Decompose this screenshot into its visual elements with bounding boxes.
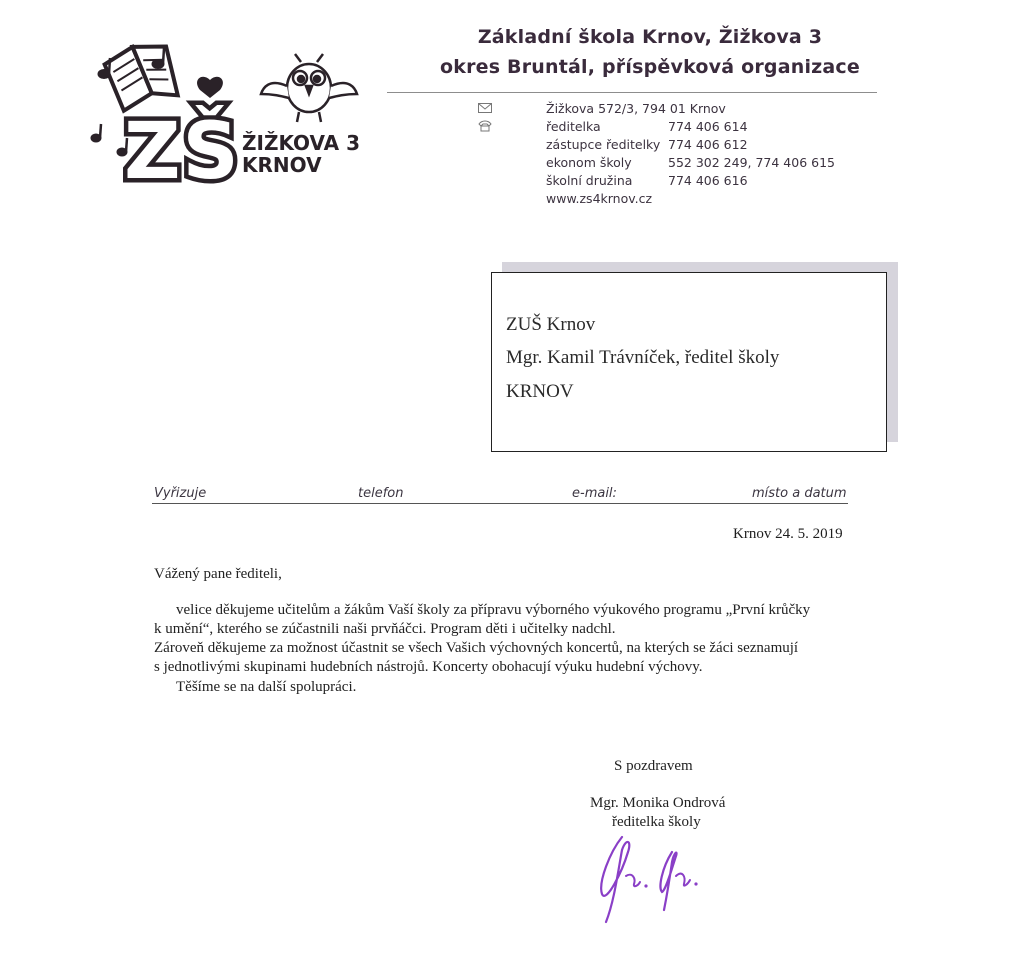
- reference-divider: [152, 503, 848, 504]
- contact-label: ředitelka: [546, 119, 601, 134]
- body-line: s jednotlivými skupinami hudebních nástrojů. Koncerty obohacují výuku hudební výchovy.: [154, 659, 703, 675]
- school-logo: [84, 38, 384, 198]
- body-line: Zároveň děkujeme za možnost účastnit se všech Vašich výchovných koncertů, na kterých se žáci seznamují: [154, 640, 799, 656]
- closing: S pozdravem: [614, 758, 693, 774]
- phone-icon: [478, 120, 492, 132]
- header-divider: [387, 92, 877, 93]
- recipient-line: KRNOV: [506, 381, 574, 402]
- contact-phone: 774 406 614: [668, 119, 748, 134]
- envelope-icon: [478, 103, 492, 113]
- signer-title: ředitelka školy: [612, 814, 701, 830]
- contact-label: školní družina: [546, 173, 633, 188]
- logo-line1: ŽIŽKOVA 3: [242, 131, 360, 155]
- heart-icon: [197, 77, 223, 98]
- logo-line2: KRNOV: [242, 153, 322, 177]
- contact-address: Žižkova 572/3, 794 01 Krnov: [546, 101, 726, 116]
- ref-misto-datum: místo a datum: [752, 486, 847, 501]
- ref-vyrizuje: Vyřizuje: [154, 486, 207, 501]
- body-line: velice děkujeme učitelům a žákům Vaší školy za přípravu výborného výukového programu „První krůčky: [176, 602, 811, 618]
- owl-icon: [261, 54, 357, 122]
- ref-telefon: telefon: [358, 486, 404, 501]
- signer-name: Mgr. Monika Ondrová: [590, 795, 726, 811]
- logo-letters: ZŠ: [124, 107, 241, 197]
- contact-website: www.zs4krnov.cz: [546, 191, 653, 206]
- contact-phone: 552 302 249, 774 406 615: [668, 155, 835, 170]
- contact-label: zástupce ředitelky: [546, 137, 661, 152]
- school-name: Základní škola Krnov, Žižkova 3: [477, 26, 823, 48]
- body-line: k umění“, kterého se zúčastnili naši prvňáčci. Program děti i učitelky nadchl.: [154, 621, 616, 637]
- contact-phone: 774 406 612: [668, 137, 748, 152]
- letter-date: Krnov 24. 5. 2019: [733, 526, 843, 542]
- signature: [592, 832, 712, 927]
- body-line: Těšíme se na další spolupráci.: [176, 679, 357, 695]
- recipient-line: ZUŠ Krnov: [506, 314, 596, 335]
- school-subtitle: okres Bruntál, příspěvková organizace: [439, 56, 860, 78]
- salutation: Vážený pane řediteli,: [154, 566, 282, 582]
- ref-email: e-mail:: [572, 486, 617, 501]
- book-icon: [102, 38, 181, 114]
- contact-phone: 774 406 616: [668, 173, 748, 188]
- recipient-line: Mgr. Kamil Trávníček, ředitel školy: [506, 347, 780, 368]
- contact-label: ekonom školy: [546, 155, 632, 170]
